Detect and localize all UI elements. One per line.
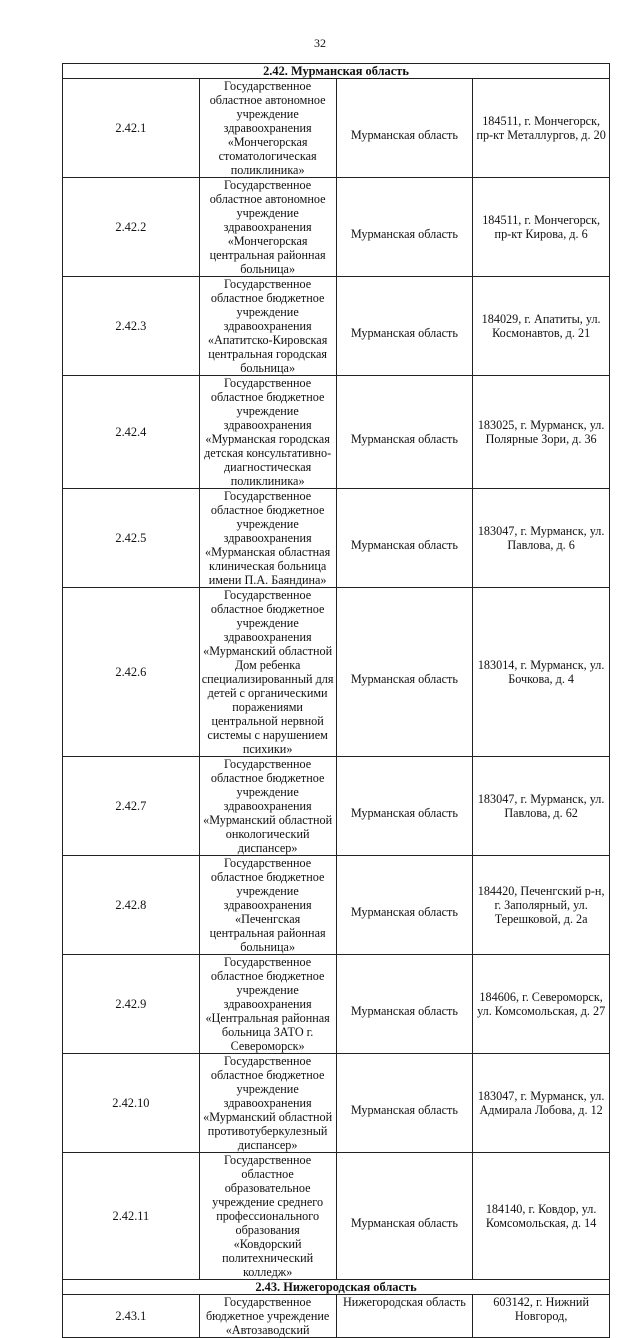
table-row xyxy=(63,178,610,277)
row-number-cell: 2.42.9 xyxy=(63,955,200,1054)
institution-name-cell: Государственное областное бюджетное учреждение здравоохранения «Мурманская городская детская консультативно-диагностическая поликлиника» xyxy=(199,376,336,489)
table-row xyxy=(63,588,610,757)
region-name-cell xyxy=(336,955,473,1054)
row-number-cell: 2.43.1 xyxy=(63,1295,200,1338)
table-row xyxy=(63,1153,610,1280)
section-title: 2.42. Мурманская область xyxy=(63,64,610,79)
row-number-cell: 2.42.6 xyxy=(63,588,200,757)
address-cell: 184420, Печенгский р-н, г. Заполярный, ул. Терешковой, д. 2а xyxy=(473,856,610,955)
section-title: 2.43. Нижегородская область xyxy=(63,1280,610,1295)
region-name-cell xyxy=(336,489,473,588)
table-row xyxy=(63,489,610,588)
row-number-cell: 2.42.8 xyxy=(63,856,200,955)
address-cell: 184140, г. Ковдор, ул. Комсомольская, д. 14 xyxy=(473,1153,610,1280)
institution-name-cell: Государственное областное образовательное учреждение среднего профессионального образования «Ковдорский политехнический колледж» xyxy=(199,1153,336,1280)
region-name: Мурманская область xyxy=(350,1216,458,1230)
row-number-cell: 2.42.10 xyxy=(63,1054,200,1153)
section-header-row xyxy=(63,1280,610,1295)
table-row xyxy=(63,757,610,856)
region-name-cell xyxy=(336,856,473,955)
page-number: 32 xyxy=(314,36,326,50)
institution-name-cell: Государственное областное автономное учреждение здравоохранения «Мончегорская центральная районная больница» xyxy=(199,178,336,277)
table-row xyxy=(63,376,610,489)
institution-name-cell: Государственное областное автономное учреждение здравоохранения «Мончегорская стоматологическая поликлиника» xyxy=(199,79,336,178)
institution-name-cell: Государственное областное бюджетное учреждение здравоохранения «Мурманская областная клиническая больница имени П.А. Баяндина» xyxy=(199,489,336,588)
address-cell: 184511, г. Мончегорск, пр-кт Металлургов, д. 20 xyxy=(473,79,610,178)
row-number-cell: 2.42.11 xyxy=(63,1153,200,1280)
table-row xyxy=(63,79,610,178)
institution-name-cell: Государственное бюджетное учреждение «Автозаводский xyxy=(199,1295,336,1338)
address-cell: 183014, г. Мурманск, ул. Бочкова, д. 4 xyxy=(473,588,610,757)
row-number-cell: 2.42.2 xyxy=(63,178,200,277)
row-number-cell: 2.42.4 xyxy=(63,376,200,489)
address-cell: 183047, г. Мурманск, ул. Павлова, д. 6 xyxy=(473,489,610,588)
region-name: Мурманская область xyxy=(350,672,458,686)
row-number-cell: 2.42.5 xyxy=(63,489,200,588)
table-row xyxy=(63,277,610,376)
region-name: Мурманская область xyxy=(350,1004,458,1018)
region-name: Мурманская область xyxy=(350,432,458,446)
region-name-cell xyxy=(336,277,473,376)
section-header-row xyxy=(63,64,610,79)
region-name-cell xyxy=(336,79,473,178)
table-row xyxy=(63,1295,610,1338)
table-body xyxy=(63,64,610,1338)
region-name-cell xyxy=(336,376,473,489)
institution-name-cell: Государственное областное бюджетное учреждение здравоохранения «Мурманский областной онкологический диспансер» xyxy=(199,757,336,856)
region-name: Мурманская область xyxy=(350,806,458,820)
region-name-cell xyxy=(336,588,473,757)
region-name: Мурманская область xyxy=(350,326,458,340)
address-cell: 183047, г. Мурманск, ул. Павлова, д. 62 xyxy=(473,757,610,856)
institution-name-cell: Государственное областное бюджетное учреждение здравоохранения «Апатитско-Кировская центральная городская больница» xyxy=(199,277,336,376)
table-row xyxy=(63,856,610,955)
region-name-cell: Нижегородская область xyxy=(336,1295,473,1338)
region-name: Мурманская область xyxy=(350,905,458,919)
institution-name-cell: Государственное областное бюджетное учреждение здравоохранения «Центральная районная больница ЗАТО г. Североморск» xyxy=(199,955,336,1054)
region-name-cell xyxy=(336,1054,473,1153)
region-name: Мурманская область xyxy=(350,538,458,552)
address-cell: 184029, г. Апатиты, ул. Космонавтов, д. 21 xyxy=(473,277,610,376)
region-name-cell xyxy=(336,757,473,856)
institution-name-cell: Государственное областное бюджетное учреждение здравоохранения «Мурманский областной Дом ребенка специализированный для детей с органическими поражениями центральной нервной системы с нарушением психики» xyxy=(199,588,336,757)
region-name-cell xyxy=(336,1153,473,1280)
address-cell: 603142, г. Нижний Новгород, xyxy=(473,1295,610,1338)
row-number-cell: 2.42.1 xyxy=(63,79,200,178)
region-name: Мурманская область xyxy=(350,1103,458,1117)
row-number-cell: 2.42.3 xyxy=(63,277,200,376)
table-row xyxy=(63,1054,610,1153)
region-name-cell xyxy=(336,178,473,277)
institution-name-cell: Государственное областное бюджетное учреждение здравоохранения «Печенгская центральная районная больница» xyxy=(199,856,336,955)
address-cell: 184511, г. Мончегорск, пр-кт Кирова, д. 6 xyxy=(473,178,610,277)
address-cell: 184606, г. Североморск, ул. Комсомольская, д. 27 xyxy=(473,955,610,1054)
address-cell: 183025, г. Мурманск, ул. Полярные Зори, д. 36 xyxy=(473,376,610,489)
region-name: Мурманская область xyxy=(350,128,458,142)
address-cell: 183047, г. Мурманск, ул. Адмирала Лобова, д. 12 xyxy=(473,1054,610,1153)
region-name: Мурманская область xyxy=(350,227,458,241)
row-number-cell: 2.42.7 xyxy=(63,757,200,856)
institution-name-cell: Государственное областное бюджетное учреждение здравоохранения «Мурманский областной противотуберкулезный диспансер» xyxy=(199,1054,336,1153)
institutions-table xyxy=(62,63,610,1338)
table-row xyxy=(63,955,610,1054)
